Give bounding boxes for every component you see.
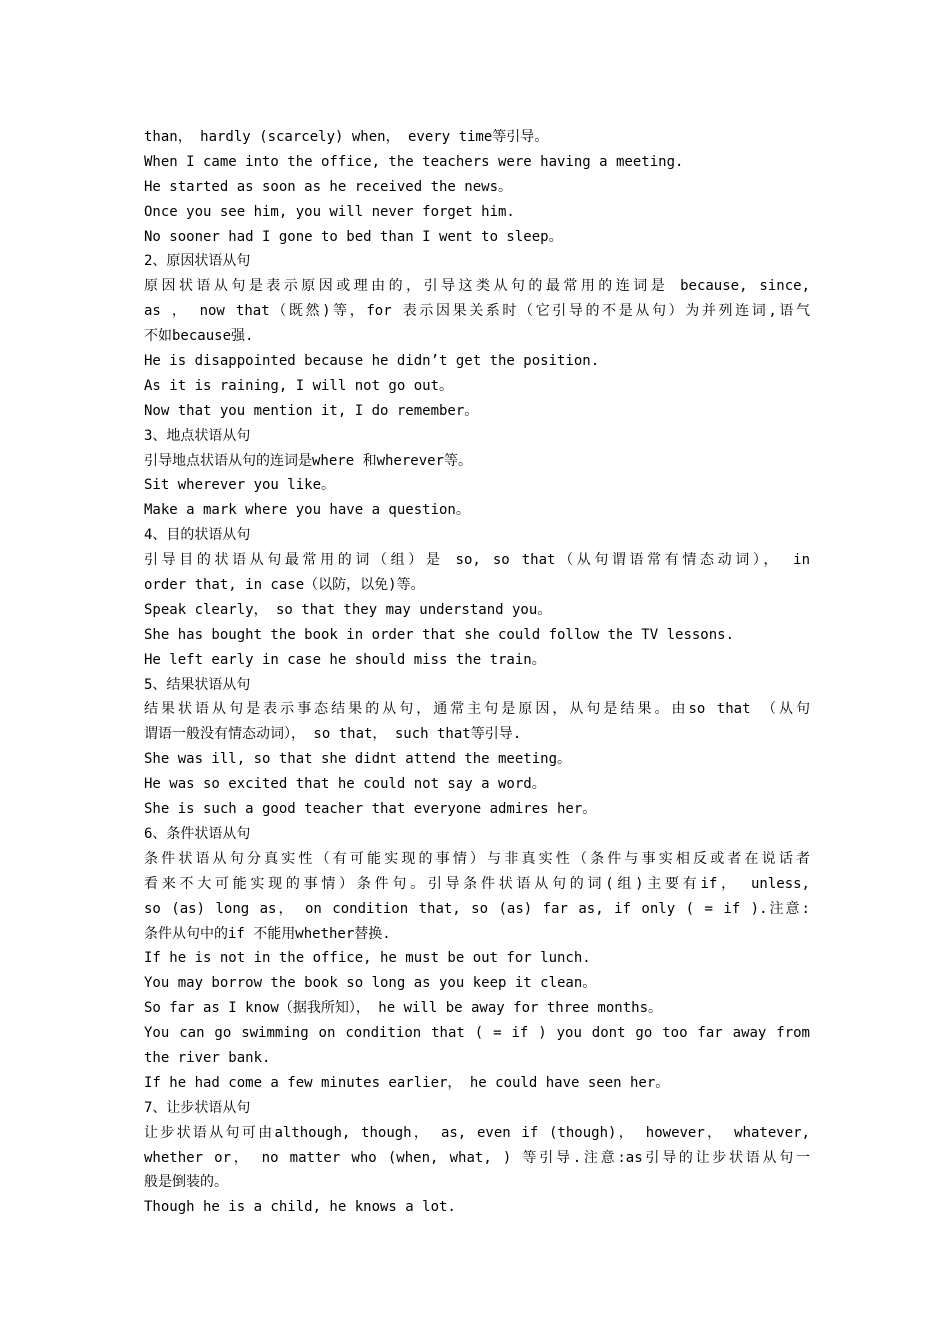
paragraph-line: 让步状语从句可由although, though， as, even if (though)， however， whatever, bbox=[144, 1124, 810, 1141]
paragraph-line: 谓语一般没有情态动词）， so that， such that等引导. bbox=[144, 726, 522, 743]
text-line: than， hardly (scarcely) when， every time等引导。 bbox=[144, 129, 549, 145]
paragraph-line: 结果状语从句是表示事态结果的从句，通常主句是原因，从句是结果。由so that （从句 bbox=[144, 701, 810, 718]
paragraph-line: 条件从句中的if 不能用whether替换. bbox=[144, 925, 391, 942]
section-heading: 4、目的状语从句 bbox=[144, 527, 251, 544]
example-sentence: Sit wherever you like。 bbox=[144, 477, 336, 494]
example-sentence: He left early in case he should miss the train。 bbox=[144, 651, 546, 668]
example-sentence: Speak clearly， so that they may understand you。 bbox=[144, 601, 552, 618]
example-sentence: So far as I know（据我所知）， he will be away for three months。 bbox=[144, 1000, 663, 1017]
example-sentence: Now that you mention it, I do remember。 bbox=[144, 402, 479, 419]
example-sentence: You may borrow the book so long as you keep it clean。 bbox=[144, 975, 597, 992]
paragraph-line: 般是倒装的。 bbox=[144, 1174, 228, 1191]
section-heading: 5、结果状语从句 bbox=[144, 676, 251, 693]
example-sentence: He started as soon as he received the news。 bbox=[144, 178, 513, 195]
section-heading: 7、让步状语从句 bbox=[144, 1099, 251, 1116]
section-heading: 3、地点状语从句 bbox=[144, 427, 251, 444]
section-heading: 6、条件状语从句 bbox=[144, 825, 251, 842]
paragraph-line: 原因状语从句是表示原因或理由的，引导这类从句的最常用的连词是 because, since, bbox=[144, 278, 810, 295]
example-sentence: When I came into the office, the teachers were having a meeting. bbox=[144, 153, 684, 170]
example-sentence: Though he is a child, he knows a lot. bbox=[144, 1199, 456, 1216]
document-body bbox=[144, 125, 810, 1220]
example-sentence: She has bought the book in order that she could follow the TV lessons. bbox=[144, 626, 735, 643]
example-sentence: the river bank. bbox=[144, 1049, 271, 1066]
example-sentence: You can go swimming on condition that ( = if ) you dont go too far away from bbox=[144, 1025, 810, 1042]
example-sentence: She is such a good teacher that everyone admires her。 bbox=[144, 801, 597, 818]
example-sentence: She was ill, so that she didnt attend the meeting。 bbox=[144, 751, 572, 768]
paragraph-line: 引导地点状语从句的连词是where 和wherever等。 bbox=[144, 452, 473, 469]
paragraph-line: order that, in case（以防，以免)等。 bbox=[144, 577, 425, 594]
example-sentence: No sooner had I gone to bed than I went to sleep。 bbox=[144, 228, 563, 245]
paragraph-line: as ， now that（既然)等，for 表示因果关系时（它引导的不是从句）为并列连词,语气 bbox=[144, 303, 810, 320]
example-sentence: As it is raining, I will not go out。 bbox=[144, 377, 454, 394]
paragraph-line: 不如because强. bbox=[144, 328, 254, 345]
paragraph-line: 条件状语从句分真实性（有可能实现的事情）与非真实性（条件与事实相反或者在说话者 bbox=[144, 850, 810, 867]
paragraph-line: whether or， no matter who (when, what, ) 等引导.注意:as引导的让步状语从句一 bbox=[144, 1149, 810, 1166]
example-sentence: Make a mark where you have a question。 bbox=[144, 502, 470, 519]
example-sentence: He was so excited that he could not say a word。 bbox=[144, 776, 546, 793]
example-sentence: Once you see him, you will never forget him. bbox=[144, 203, 515, 220]
paragraph-line: 引导目的状语从句最常用的词（组）是 so, so that（从句谓语常有情态动词）， in bbox=[144, 552, 810, 569]
paragraph-line: 看来不大可能实现的事情）条件句。引导条件状语从句的词(组)主要有if， unless, bbox=[144, 875, 810, 892]
example-sentence: If he had come a few minutes earlier， he could have seen her。 bbox=[144, 1074, 670, 1091]
paragraph-line: so (as) long as， on condition that, so (as) far as, if only ( = if ).注意: bbox=[144, 900, 810, 917]
example-sentence: If he is not in the office, he must be out for lunch. bbox=[144, 950, 591, 967]
section-heading: 2、原因状语从句 bbox=[144, 253, 251, 270]
example-sentence: He is disappointed because he didn’t get the position. bbox=[144, 353, 600, 370]
